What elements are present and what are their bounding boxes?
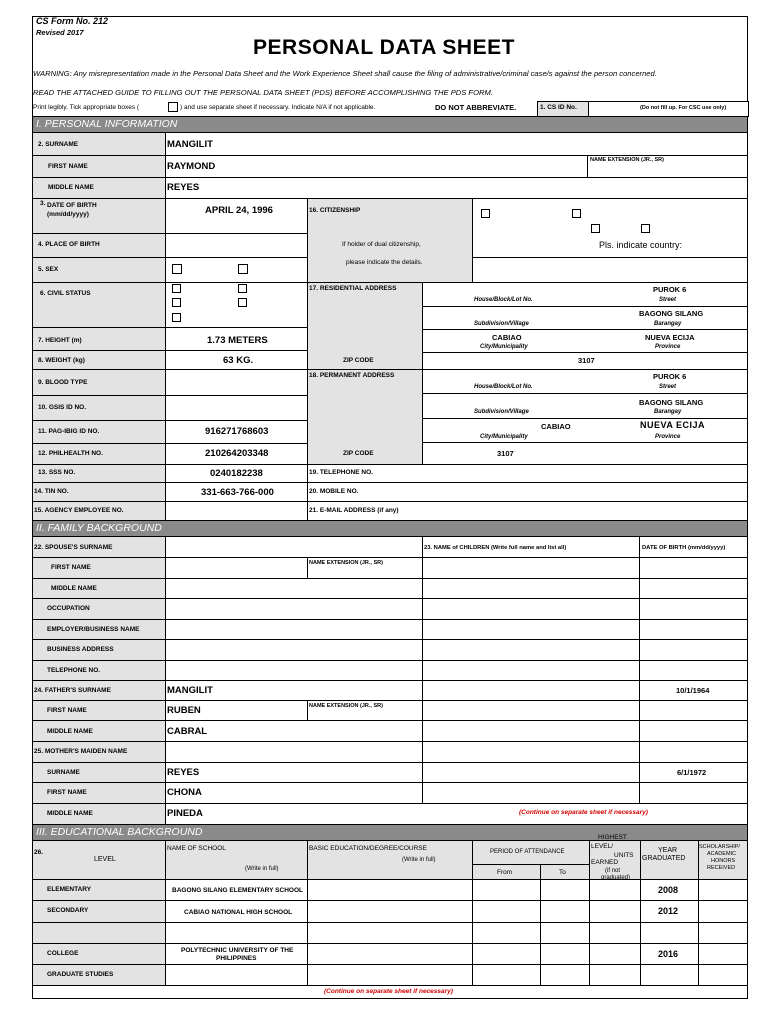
permanent-province-value[interactable]: NUEVA ECIJA xyxy=(640,420,706,430)
sub-street-perm: Street xyxy=(659,384,677,390)
label-dob-num: 3. xyxy=(40,200,46,207)
form-revised: Revised 2017 xyxy=(36,28,84,37)
label-residential-address: 17. RESIDENTIAL ADDRESS xyxy=(309,285,397,292)
father-surname-value[interactable]: MANGILIT xyxy=(167,685,213,696)
philhealth-value[interactable]: 210264203348 xyxy=(205,448,269,459)
edu-header-units-e: (if not xyxy=(605,868,621,874)
sub-subdivision-perm: Subdivision/Village xyxy=(474,409,529,415)
page-title: PERSONAL DATA SHEET xyxy=(253,36,515,59)
form-number: CS Form No. 212 xyxy=(36,16,109,26)
label-dual-a: If holder of dual citizenship, xyxy=(342,241,421,248)
sub-city-res: City/Municipality xyxy=(480,344,528,350)
civil-status-married-checkbox[interactable] xyxy=(238,284,247,293)
edu-school-college-a[interactable]: POLYTECHNIC UNIVERSITY OF THE xyxy=(181,947,294,954)
residential-province-value[interactable]: NUEVA ECIJA xyxy=(645,333,695,342)
label-tin: 14. TIN NO. xyxy=(34,488,69,495)
permanent-zip-value[interactable]: 3107 xyxy=(497,449,514,458)
sex-white xyxy=(166,257,307,327)
label-dual-b: please indicate the details. xyxy=(346,259,423,266)
mother-dob-value[interactable]: 6/1/1972 xyxy=(677,768,707,777)
label-business-address: BUSINESS ADDRESS xyxy=(47,646,114,653)
label-dob: DATE OF BIRTH xyxy=(47,202,97,209)
label-email: 21. E-MAIL ADDRESS (if any) xyxy=(309,507,399,514)
sub-house-res: House/Block/Lot No. xyxy=(474,297,533,303)
section-education-header xyxy=(33,824,747,841)
sex-female-checkbox[interactable] xyxy=(238,264,248,274)
permanent-city-value[interactable]: CABIAO xyxy=(541,422,571,431)
label-mother-surname: SURNAME xyxy=(47,769,80,776)
residential-city-value[interactable]: CABIAO xyxy=(492,333,522,342)
label-children-dob: DATE OF BIRTH (mm/dd/yyyy) xyxy=(642,545,726,551)
edu-header-level: LEVEL xyxy=(94,856,116,863)
residential-zip-value[interactable]: 3107 xyxy=(578,356,595,365)
label-father-surname: 24. FATHER'S SURNAME xyxy=(34,687,111,694)
father-dob-value[interactable]: 10/1/1964 xyxy=(676,686,710,695)
label-pls-indicate-country: Pls. indicate country: xyxy=(599,240,683,250)
label-height: 7. HEIGHT (m) xyxy=(38,337,82,344)
mother-first-name-value[interactable]: CHONA xyxy=(167,787,202,798)
label-first-name: FIRST NAME xyxy=(48,163,88,170)
label-spouse-middle-name: MIDDLE NAME xyxy=(51,585,97,592)
edu-header-num: 26. xyxy=(34,849,44,856)
dob-value[interactable]: APRIL 24, 1996 xyxy=(205,205,273,216)
civil-status-single-checkbox[interactable] xyxy=(172,284,181,293)
first-name-value[interactable]: RAYMOND xyxy=(167,161,216,172)
edu-level-college: COLLEGE xyxy=(47,950,79,957)
label-father-first-name: FIRST NAME xyxy=(47,707,87,714)
weight-value[interactable]: 63 KG. xyxy=(223,355,254,366)
edu-year-elementary[interactable]: 2008 xyxy=(658,885,679,895)
citizenship-filipino-checkbox[interactable] xyxy=(481,209,490,218)
label-father-name-extension: NAME EXTENSION (JR., SR) xyxy=(309,703,383,709)
edu-header-course: BASIC EDUCATION/DEGREE/COURSE xyxy=(309,845,427,852)
label-philhealth: 12. PHILHEALTH NO. xyxy=(38,450,103,457)
edu-header-to: To xyxy=(559,869,566,876)
residential-barangay-value[interactable]: BAGONG SILANG xyxy=(639,309,704,318)
tin-value[interactable]: 331-663-766-000 xyxy=(201,487,274,498)
sub-province-res: Province xyxy=(655,344,681,350)
civil-status-separated-checkbox[interactable] xyxy=(238,298,247,307)
sex-male-checkbox[interactable] xyxy=(172,264,182,274)
section-personal-header xyxy=(33,116,747,133)
label-mother-maiden: 25. MOTHER'S MAIDEN NAME xyxy=(34,748,128,755)
label-dob-format: (mm/dd/yyyy) xyxy=(47,211,89,218)
section-family-header xyxy=(33,520,747,537)
edu-year-college[interactable]: 2016 xyxy=(658,949,679,959)
permanent-street-value[interactable]: PUROK 6 xyxy=(653,372,687,381)
sss-value[interactable]: 0240182238 xyxy=(210,468,263,479)
edu-level-graduate: GRADUATE STUDIES xyxy=(47,971,114,978)
label-permanent-address: 18. PERMANENT ADDRESS xyxy=(309,372,395,379)
sub-city-perm: City/Municipality xyxy=(480,434,528,440)
edu-header-units-d: EARNED xyxy=(591,859,619,866)
edu-level-secondary: SECONDARY xyxy=(47,907,89,914)
edu-header-honors-d: RECEIVED xyxy=(707,865,736,871)
surname-value[interactable]: MANGILIT xyxy=(167,139,213,150)
father-first-name-value[interactable]: RUBEN xyxy=(167,705,201,716)
label-spouse-first-name: FIRST NAME xyxy=(51,564,91,571)
cs-id-note: (Do not fill up. For CSC use only) xyxy=(640,105,727,111)
edu-header-school: NAME OF SCHOOL xyxy=(167,845,226,852)
label-agency-employee: 15. AGENCY EMPLOYEE NO. xyxy=(34,507,124,514)
sub-barangay-res: Barangay xyxy=(654,321,682,327)
edu-header-school-note: (Write in full) xyxy=(245,866,279,872)
father-middle-name-value[interactable]: CABRAL xyxy=(167,726,208,737)
mother-middle-name-value[interactable]: PINEDA xyxy=(167,808,203,819)
label-sss: 13. SSS NO. xyxy=(38,469,76,476)
edu-header-units-c: UNITS xyxy=(614,852,634,859)
citizenship-dual-checkbox[interactable] xyxy=(572,209,581,218)
sub-house-perm: House/Block/Lot No. xyxy=(474,384,533,390)
label-children: 23. NAME of CHILDREN (Write full name and list all) xyxy=(424,545,567,551)
guide-text: READ THE ATTACHED GUIDE TO FILLING OUT THE PERSONAL DATA SHEET (PDS) BEFORE ACCOMPLISHING THE PDS FORM. xyxy=(33,88,493,97)
section-family-title: II. FAMILY BACKGROUND xyxy=(36,522,162,534)
residential-street-value[interactable]: PUROK 6 xyxy=(653,285,687,294)
edu-header-year-b: GRADUATED xyxy=(642,855,686,862)
section-personal-title: I. PERSONAL INFORMATION xyxy=(36,118,178,130)
label-civil-status: 6. CIVIL STATUS xyxy=(40,290,91,297)
edu-header-honors-c: HONORS xyxy=(711,858,736,864)
edu-header-units-f: graduated) xyxy=(601,875,631,879)
edu-school-college-b[interactable]: PHILIPPINES xyxy=(216,955,257,962)
label-weight: 8. WEIGHT (kg) xyxy=(38,357,85,364)
label-occupation: OCCUPATION xyxy=(47,605,90,612)
label-sex: 5. SEX xyxy=(38,266,59,273)
do-not-abbreviate: DO NOT ABBREVIATE. xyxy=(435,103,517,112)
print-legibly-a: Print legibly. Tick appropriate boxes ( xyxy=(33,104,140,111)
label-mother-middle-name: MIDDLE NAME xyxy=(47,810,93,817)
edu-school-secondary[interactable]: CABIAO NATIONAL HIGH SCHOOL xyxy=(184,909,293,916)
height-value[interactable]: 1.73 METERS xyxy=(207,335,268,346)
edu-header-course-note: (Write in full) xyxy=(402,857,436,863)
label-pagibig: 11. PAG-IBIG ID NO. xyxy=(38,428,100,435)
mother-surname-value[interactable]: REYES xyxy=(167,767,200,778)
label-mobile: 20. MOBILE NO. xyxy=(309,488,359,495)
edu-header-from: From xyxy=(497,869,513,876)
section-education-title: III. EDUCATIONAL BACKGROUND xyxy=(36,826,203,838)
print-legibly-b: ) and use separate sheet if necessary. Indicate N/A if not applicable. xyxy=(180,104,376,111)
label-spouse-surname: 22. SPOUSE'S SURNAME xyxy=(34,544,113,551)
permanent-barangay-value[interactable]: BAGONG SILANG xyxy=(639,398,704,407)
label-mother-first-name: FIRST NAME xyxy=(47,789,87,796)
sub-province-perm: Province xyxy=(655,434,681,440)
civil-status-other-checkbox[interactable] xyxy=(172,313,181,322)
warning-text: WARNING: Any misrepresentation made in the Personal Data Sheet and the Work Experience Sheet shall cause the filing of administrative/criminal case/s against the person concerned. xyxy=(33,69,657,78)
edu-header-honors-a: SCHOLARSHIP/ xyxy=(699,844,740,850)
education-continue-note: (Continue on separate sheet if necessary) xyxy=(324,988,453,995)
label-spouse-name-extension: NAME EXTENSION (JR., SR) xyxy=(309,560,383,566)
civil-status-widowed-checkbox[interactable] xyxy=(172,298,181,307)
edu-header-period: PERIOD OF ATTENDANCE xyxy=(490,849,565,855)
label-name-extension: NAME EXTENSION (JR., SR) xyxy=(590,157,664,163)
sub-street-res: Street xyxy=(659,297,677,303)
edu-school-elementary[interactable]: BAGONG SILANG ELEMENTARY SCHOOL xyxy=(172,887,303,894)
edu-header-year-a: YEAR xyxy=(658,847,678,854)
edu-header-units-b: LEVEL/ xyxy=(591,843,614,850)
label-blood-type: 9. BLOOD TYPE xyxy=(38,379,88,386)
label-gsis: 10. GSIS ID NO. xyxy=(38,404,87,411)
label-place-of-birth: 4. PLACE OF BIRTH xyxy=(38,241,100,248)
label-surname: 2. SURNAME xyxy=(38,141,79,148)
label-zip-permanent: ZIP CODE xyxy=(343,450,374,457)
sub-subdivision-res: Subdivision/Village xyxy=(474,321,529,327)
dual-by-naturalization-checkbox[interactable] xyxy=(641,224,650,233)
label-middle-name: MIDDLE NAME xyxy=(48,184,94,191)
dual-by-birth-checkbox[interactable] xyxy=(591,224,600,233)
edu-level-elementary: ELEMENTARY xyxy=(47,886,92,893)
label-citizenship: 16. CITIZENSHIP xyxy=(309,207,361,214)
label-zip-residential: ZIP CODE xyxy=(343,357,374,364)
label-telephone: 19. TELEPHONE NO. xyxy=(309,469,373,476)
label-spouse-telephone: TELEPHONE NO. xyxy=(47,667,101,674)
edu-header-honors-b: ACADEMIC xyxy=(707,851,737,857)
edu-year-secondary[interactable]: 2012 xyxy=(658,906,679,916)
label-employer: EMPLOYER/BUSINESS NAME xyxy=(47,626,140,633)
pagibig-value[interactable]: 916271768603 xyxy=(205,426,269,437)
middle-name-value[interactable]: REYES xyxy=(167,182,200,193)
label-father-middle-name: MIDDLE NAME xyxy=(47,728,93,735)
cs-id-label: 1. CS ID No. xyxy=(540,104,577,111)
sample-tick-box xyxy=(168,102,178,112)
edu-header-units-a: HIGHEST xyxy=(598,834,627,841)
sub-barangay-perm: Barangay xyxy=(654,409,682,415)
family-continue-note: (Continue on separate sheet if necessary) xyxy=(519,809,648,816)
